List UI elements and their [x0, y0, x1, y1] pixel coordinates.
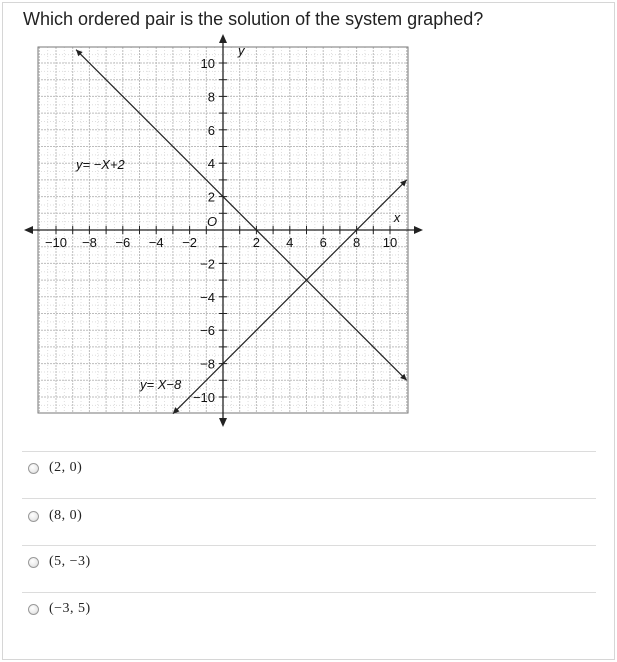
x-axis-right-arrow: [414, 226, 423, 234]
line2-label: y= X−8: [140, 377, 182, 392]
radio-button[interactable]: [28, 511, 39, 522]
answer-choice-3[interactable]: [28, 552, 91, 572]
y-tick-label: 2: [207, 189, 215, 205]
question-text: Which ordered pair is the solution of the system graphed?: [23, 9, 484, 29]
x-tick-label: −6: [115, 235, 131, 250]
x-axis-left-arrow: [24, 226, 33, 234]
y-tick-label: 4: [207, 156, 215, 172]
divider: [22, 545, 596, 546]
radio-button[interactable]: [28, 604, 39, 615]
choice-label: (2, 0): [49, 460, 83, 475]
x-tick-label: 4: [286, 235, 294, 250]
line1-label: y= −X+2: [76, 157, 125, 172]
y-tick-label: 10: [200, 56, 215, 71]
x-axis-label: x: [393, 210, 401, 225]
x-tick-label: −4: [148, 235, 164, 250]
y-tick-label: −2: [200, 256, 215, 272]
choice-label: (−3, 5): [49, 601, 91, 616]
radio-button[interactable]: [28, 463, 39, 474]
choice-label: (5, −3): [49, 554, 91, 569]
axes: [24, 34, 423, 427]
x-tick-label: −8: [81, 235, 97, 250]
y-axis-top-arrow: [219, 34, 227, 43]
plot-lines: [76, 50, 407, 414]
x-tick-label: 2: [252, 235, 261, 250]
y-tick-label: −8: [200, 356, 215, 372]
x-tick-label: −2: [182, 235, 198, 250]
choice-label: (8, 0): [49, 508, 83, 523]
divider: [22, 451, 596, 452]
y-tick-label: 6: [207, 122, 215, 138]
y-tick-label: −10: [192, 390, 215, 405]
y-axis-bottom-arrow: [219, 418, 227, 427]
x-tick-label: 8: [352, 235, 361, 250]
y-tick-label: −4: [200, 289, 215, 305]
x-tick-label: 10: [382, 235, 398, 250]
divider: [22, 498, 596, 499]
divider: [22, 592, 596, 593]
answer-choice-2[interactable]: [28, 506, 82, 526]
y-tick-label: −6: [200, 323, 215, 339]
x-tick-label: −10: [44, 235, 68, 250]
origin-label: O: [206, 214, 218, 229]
answer-choice-1[interactable]: [28, 458, 82, 478]
x-tick-label: 6: [319, 235, 327, 250]
radio-button[interactable]: [28, 557, 39, 568]
line-y-neg-x-plus-2: [76, 50, 407, 381]
y-tick-label: 8: [207, 89, 215, 105]
y-axis-label: y: [238, 43, 245, 58]
answer-choice-4[interactable]: [28, 599, 91, 619]
